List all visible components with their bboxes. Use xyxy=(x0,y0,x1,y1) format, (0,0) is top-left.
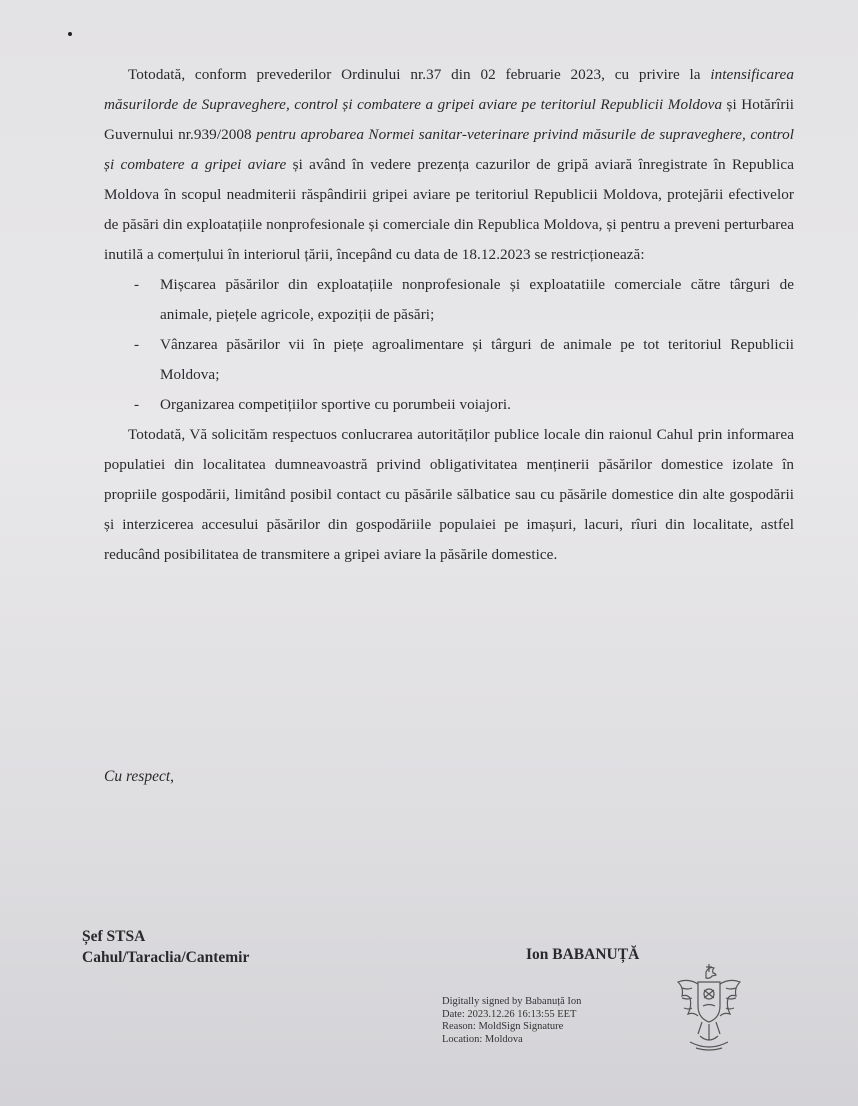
list-dash: - xyxy=(134,396,140,413)
moldova-coat-of-arms-icon xyxy=(676,962,742,1054)
list-item-text: Organizarea competițiilor sportive cu porumbeii voiajori. xyxy=(160,396,511,413)
paragraph1-part5: și având în vedere prezența cazurilor de gripă aviară înregistrate în Republica Moldova în scopul neadmiterii răspândirii gripei aviare pe teritoriul Republicii Moldova, protejării efectivelor de păsări din exploatațiile nonprofesionale și comerciale din Republica Moldova, și pentru a preveni perturbarea inutilă a comerțului în interiorul țării, începând cu data de 18.12.2023 se restricționează: xyxy=(104,156,794,263)
list-dash: - xyxy=(134,276,140,293)
role-title: Șef STSA xyxy=(82,928,146,945)
signer-role xyxy=(82,926,249,968)
norm-title-italic: pentru aprobarea Normei sanitar-veterinare privind măsurile de supraveghere, control și combatere a gripei aviare xyxy=(104,126,794,173)
closing-salutation: Cu respect, xyxy=(104,768,175,785)
list-item xyxy=(104,330,794,390)
paragraph1-part3: și Hotărîrii Guvernului nr.939/2008 xyxy=(104,96,794,143)
order-title-italic: intensificarea măsurilorde de Supraveghere, control și combatere a gripei aviare pe teritoriul Republicii Moldova xyxy=(104,66,794,113)
digital-signature-stamp xyxy=(442,996,581,1046)
list-dash: - xyxy=(134,336,140,353)
list-item-text: Vânzarea păsărilor vii în piețe agroalimentare și târguri de animale pe tot teritoriul Republicii Moldova; xyxy=(160,336,794,383)
location-line: Location: Moldova xyxy=(442,1033,523,1045)
date-line: Date: 2023.12.26 16:13:55 EET xyxy=(442,1008,577,1020)
role-region: Cahul/Taraclia/Cantemir xyxy=(82,949,250,966)
paragraph-request: Totodată, Vă solicităm respectuos conlucrarea autorităților publice locale din raionul Cahul prin informarea populatiei din localitatea dumneavoastră privind obligativitatea menținerii păsărilor domestice izolate în propriile gospodării, limitând posibil contact cu păsările sălbatice sau cu păsările domestice din alte gospodării și interzicerea accesului păsărilor din gospodăriile populaiei pe imașuri, lacuri, rîuri din localitate, astfel reducând posibilitatea de transmitere a gripei aviare la păsările domestice. xyxy=(104,426,794,563)
signed-by-line: Digitally signed by Babanuță Ion xyxy=(442,996,582,1007)
restrictions-list xyxy=(104,270,794,420)
signer-name: Ion BABANUȚĂ xyxy=(526,946,640,963)
scan-speck xyxy=(68,32,72,36)
letter-body xyxy=(104,60,794,570)
paragraph-restrictions xyxy=(104,60,794,270)
reason-line: Reason: MoldSign Signature xyxy=(442,1021,564,1032)
list-item-text: Mișcarea păsărilor din exploatațiile nonprofesionale și exploatatiile comerciale către târguri de animale, piețele agricole, expoziții de păsări; xyxy=(160,276,794,323)
paragraph1-part1: Totodată, conform prevederilor Ordinului nr.37 din 02 februarie 2023, cu privire la xyxy=(128,66,711,83)
list-item xyxy=(104,270,794,330)
list-item xyxy=(104,390,794,420)
